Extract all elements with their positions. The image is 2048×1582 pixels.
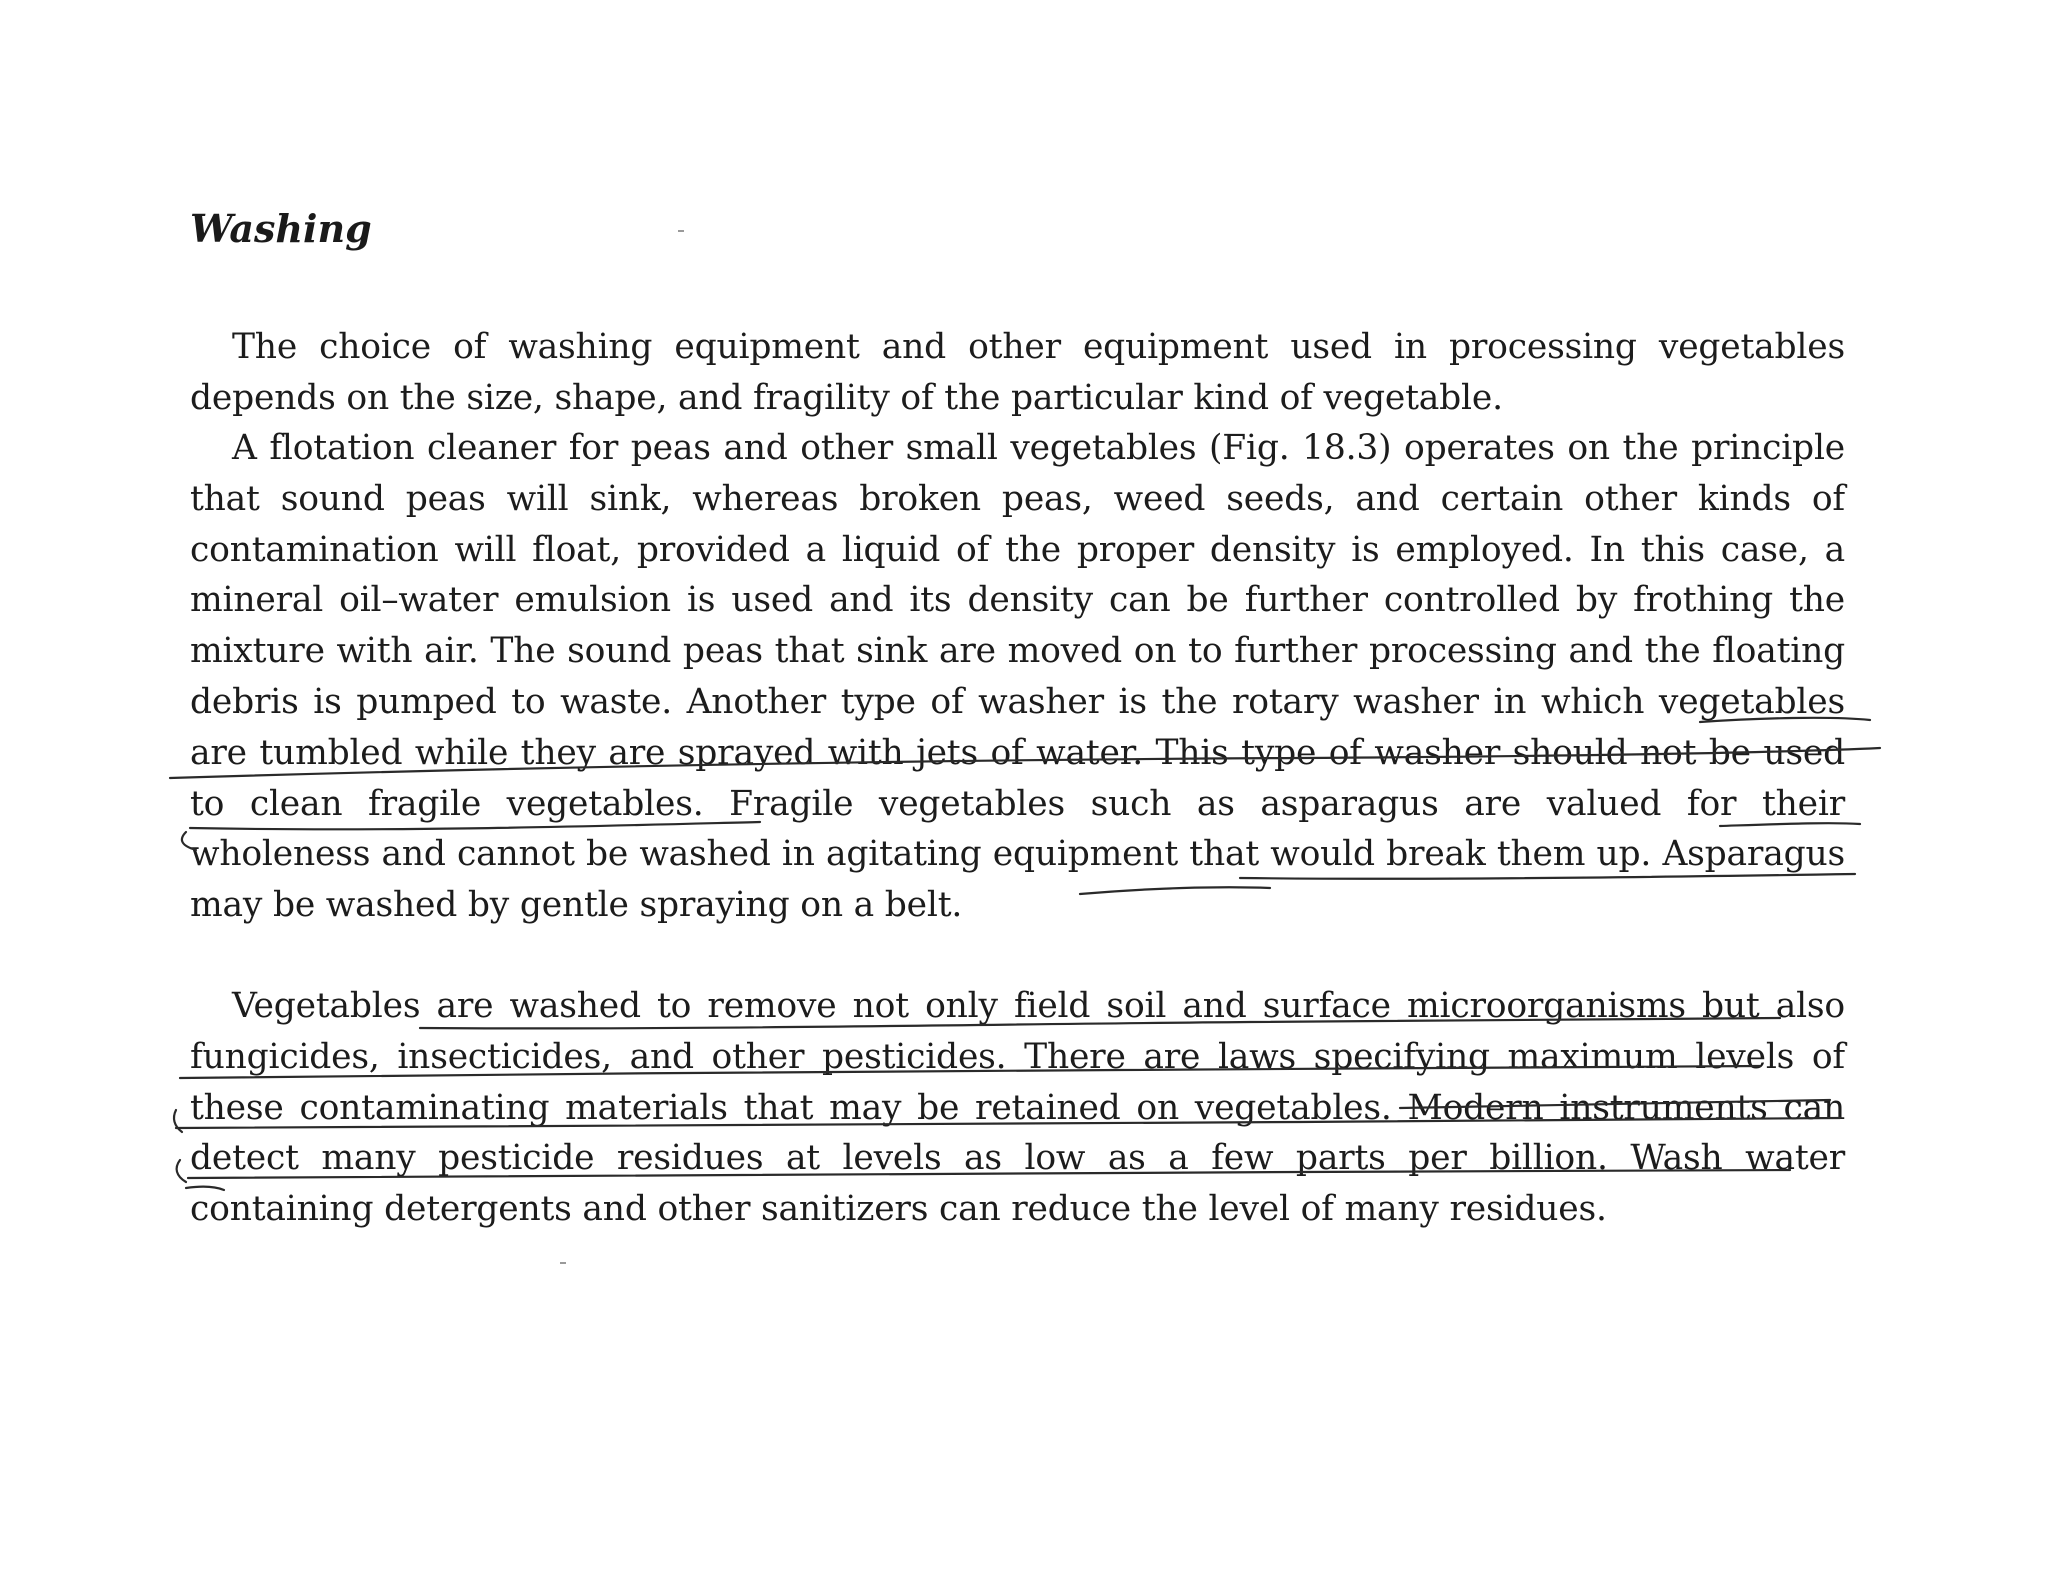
- paragraph-pesticide-removal: Vegetables are washed to remove not only field soil and surface microorganisms but also fungicides, insecticides, and other pesticides. There are laws specifying maximum levels of these contaminating materials that may be retained on vegetables. Modern instruments can detect many pesticide residues at levels as low as a few parts per billion. Wash water containing detergents and other sanitizers can reduce the level of many residues.: [190, 986, 1845, 1230]
- underline-stroke: [177, 1160, 186, 1182]
- section-heading: Washing: [190, 206, 372, 251]
- paragraph-flotation-cleaner: A flotation cleaner for peas and other small vegetables (Fig. 18.3) operates on the principle that sound peas will sink, whereas broken peas, weed seeds, and certain other kinds of contamination will float, provided a liquid of the proper density is employed. In this case, a mineral oil–water emulsion is used and its density can be further controlled by frothing the mixture with air. The sound peas that sink are moved on to further processing and the floating debris is pumped to waste. Another type of washer is the rotary washer in which vegetables are tumbled while they are sprayed with jets of water. This type of washer should not be used to clean fragile vegetables. Fragile vegetables such as asparagus are valued for their wholeness and cannot be washed in agitating equipment that would break them up. Asparagus may be washed by gentle spraying on a belt.: [190, 428, 1845, 926]
- scan-speck: [678, 230, 684, 232]
- paragraph-washing-equipment: The choice of washing equipment and other equipment used in processing vegetables depends on the size, shape, and fragility of the particular kind of vegetable.: [190, 327, 1845, 418]
- underline-stroke: [174, 1110, 182, 1132]
- scan-speck: [560, 1262, 566, 1264]
